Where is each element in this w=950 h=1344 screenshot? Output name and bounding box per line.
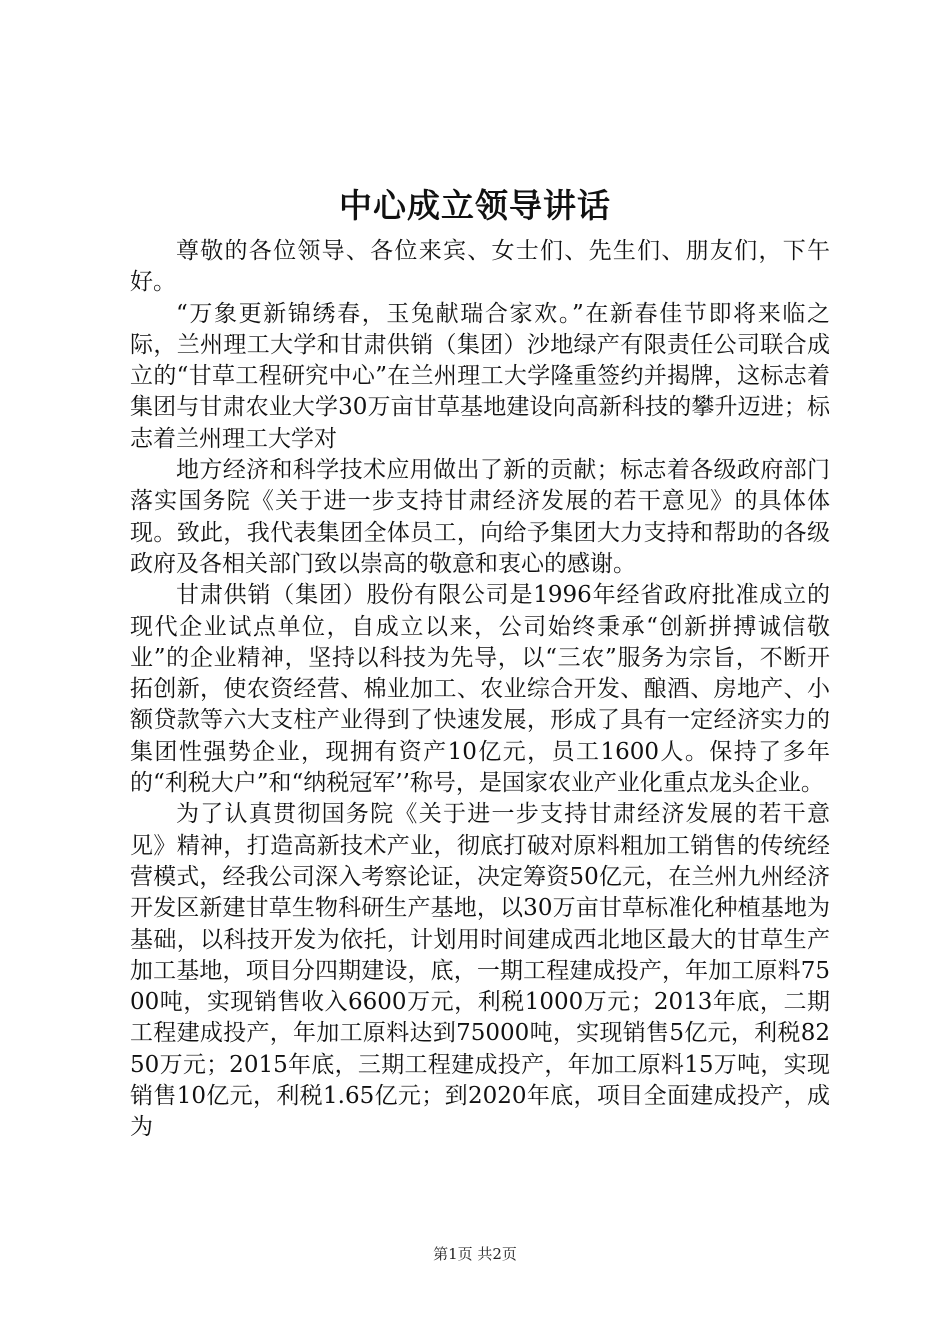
paragraph-project-plan: 为了认真贯彻国务院《关于进一步支持甘肃经济发展的若干意见》精神，打造高新技术产业，彻底打破对原料粗加工销售的传统经营模式，经我公司深入考察论证，决定筹资50亿元，在兰州九州经济开发区新建甘草生物科研生产基地，以30万亩甘草标准化种植基地为基础，以科技开发为依托，计划用时间建成西北地区最大的甘草生产加工基地，项目分四期建设，底，一期工程建成投产，年加工原料7500吨，实现销售收入6600万元，利税1000万元；2013年底，二期工程建成投产，年加工原料达到75000吨，实现销售5亿元，利税8250万元；2015年底，三期工程建成投产，年加工原料15万吨，实现销售10亿元，利税1.65亿元；到2020年底，项目全面建成投产，成为 xyxy=(130,801,830,1141)
paragraph-gratitude: 地方经济和科学技术应用做出了新的贡献；标志着各级政府部门落实国务院《关于进一步支持甘肃经济发展的若干意见》的具体体现。致此，我代表集团全体员工，向给予集团大力支持和帮助的各级政府及各相关部门致以崇高的敬意和衷心的感谢。 xyxy=(130,457,830,577)
paragraph-greeting: 尊敬的各位领导、各位来宾、女士们、先生们、朋友们，下午好。 xyxy=(130,238,830,296)
document-title: 中心成立领导讲话 xyxy=(339,186,611,225)
page-footer: 第1页 共2页 xyxy=(433,1245,517,1263)
paragraph-opening: “万象更新锦绣春，玉兔献瑞合家欢。”在新春佳节即将来临之际，兰州理工大学和甘肃供销（集团）沙地绿产有限责任公司联合成立的“甘草工程研究中心”在兰州理工大学隆重签约并揭牌，这标志着集团与甘肃农业大学30万亩甘草基地建设向高新科技的攀升迈进；标志着兰州理工大学对 xyxy=(130,300,830,452)
document-body xyxy=(130,236,830,1144)
paragraph-company-intro: 甘肃供销（集团）股份有限公司是1996年经省政府批准成立的现代企业试点单位，自成立以来，公司始终秉承“创新拼搏诚信敬业”的企业精神，坚持以科技为先导，以“三农”服务为宗旨，不断开拓创新，使农资经营、棉业加工、农业综合开发、酿酒、房地产、小额贷款等六大支柱产业得到了快速发展，形成了具有一定经济实力的集团性强势企业，现拥有资产10亿元，员工1600人。保持了多年的“利税大户”和“纳税冠军’’称号，是国家农业产业化重点龙头企业。 xyxy=(130,582,830,797)
